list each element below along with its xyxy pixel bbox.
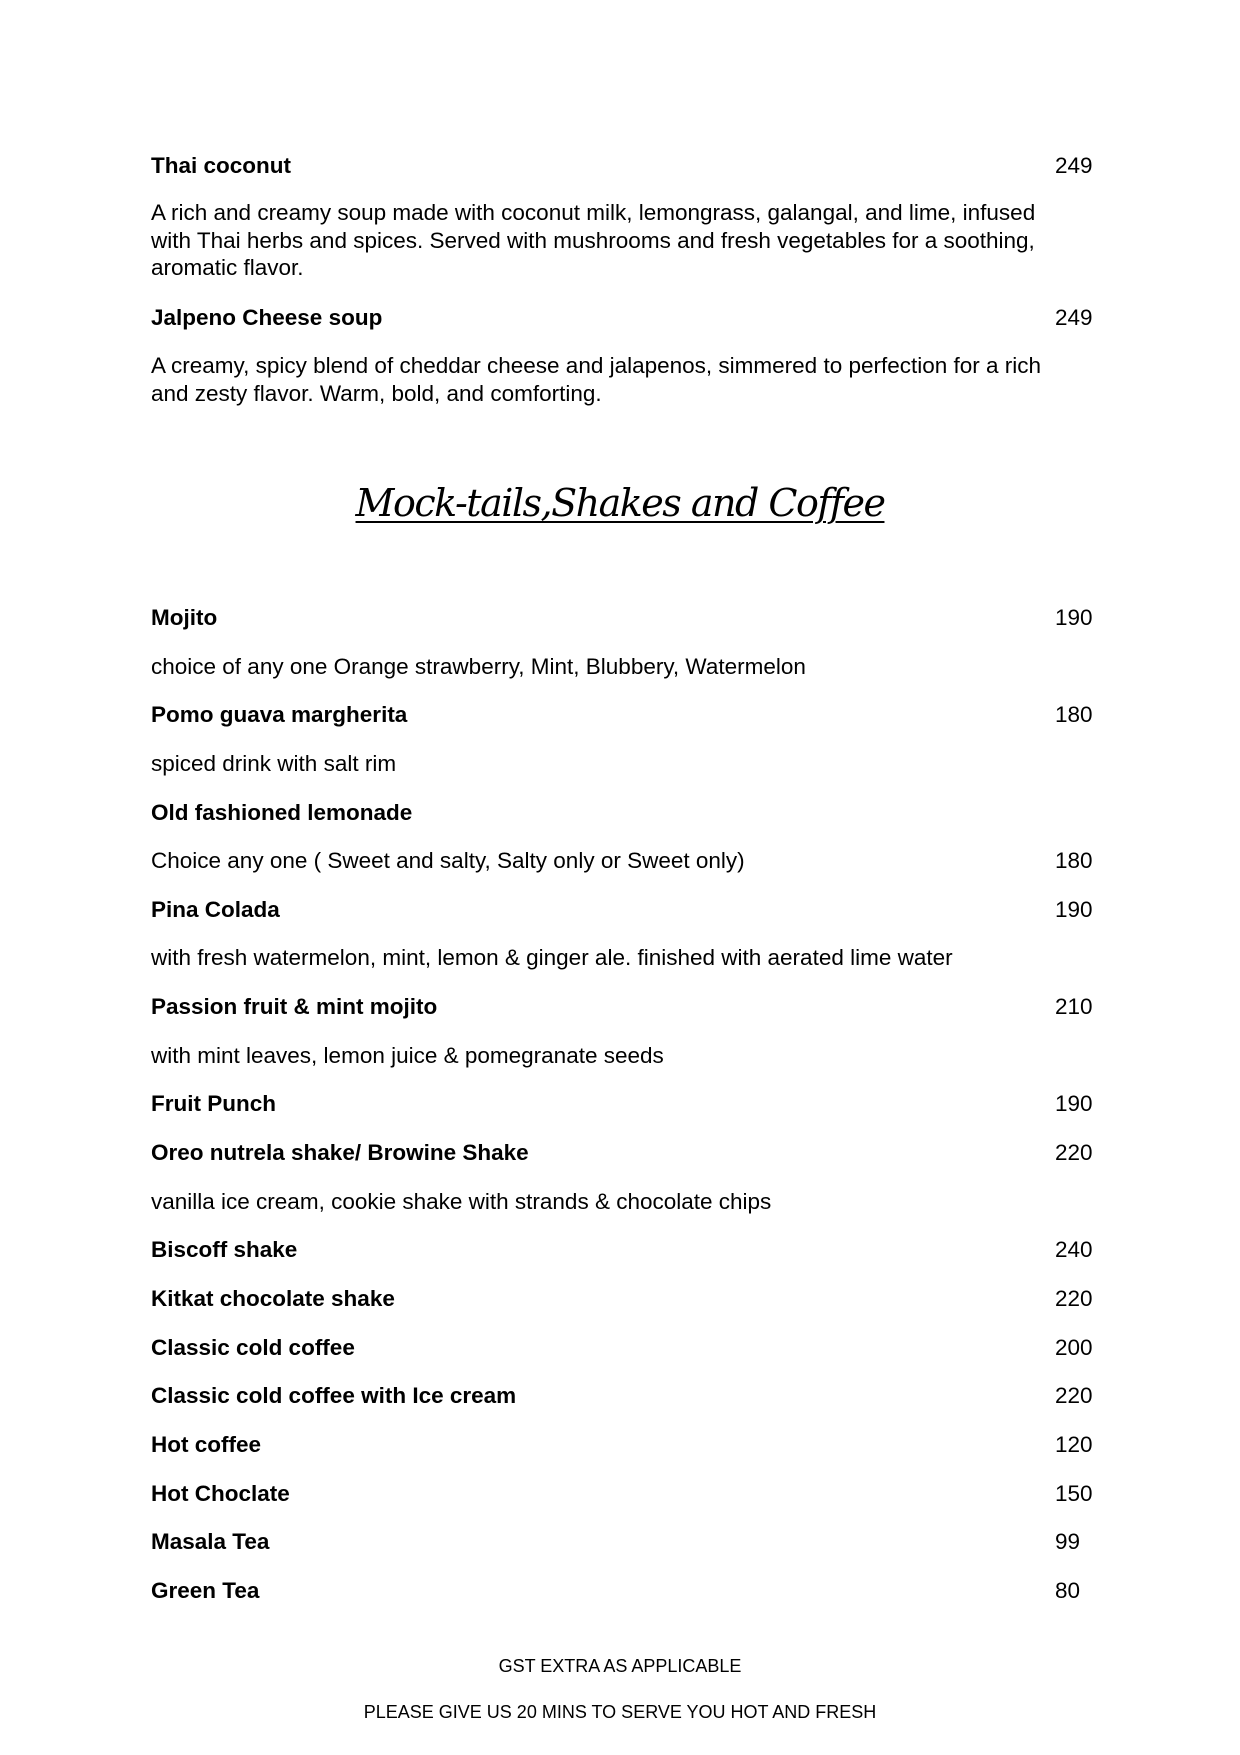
description-text: spiced drink with salt rim — [151, 751, 397, 776]
description-text: Choice any one ( Sweet and salty, Salty only or Sweet only) — [151, 848, 745, 873]
item-price: 190 — [1055, 1091, 1093, 1116]
item-price: 190 — [1055, 605, 1093, 630]
item-name: Masala Tea — [151, 1529, 270, 1554]
gst-note: GST EXTRA AS APPLICABLE — [498, 1656, 742, 1676]
serve-note: PLEASE GIVE US 20 MINS TO SERVE YOU HOT AND FRESH — [363, 1702, 877, 1722]
description-text: with fresh watermelon, mint, lemon & ginger ale. finished with aerated lime water — [151, 945, 953, 970]
item-price: 200 — [1055, 1335, 1093, 1360]
item-name: Hot coffee — [151, 1432, 262, 1457]
item-price: 120 — [1055, 1432, 1093, 1457]
item-name: Pomo guava margherita — [151, 702, 408, 727]
item-name: Green Tea — [151, 1578, 260, 1603]
item-price: 210 — [1055, 994, 1093, 1019]
section-title — [0, 478, 1240, 528]
item-name: Pina Colada — [151, 897, 280, 922]
item-name: Fruit Punch — [151, 1091, 276, 1116]
item-name: Jalpeno Cheese soup — [151, 305, 383, 330]
item-price: 99 — [1055, 1529, 1081, 1554]
description-line: A creamy, spicy blend of cheddar cheese and jalapenos, simmered to perfection for a rich — [151, 353, 1042, 378]
item-name: Kitkat chocolate shake — [151, 1286, 395, 1311]
item-price: 180 — [1055, 702, 1093, 727]
item-price: 249 — [1055, 153, 1093, 178]
item-name: Passion fruit & mint mojito — [151, 994, 438, 1019]
item-price: 180 — [1055, 848, 1093, 873]
description-line: with Thai herbs and spices. Served with mushrooms and fresh vegetables for a soothing, — [151, 227, 1035, 253]
item-name: Oreo nutrela shake/ Browine Shake — [151, 1140, 529, 1165]
item-price: 220 — [1055, 1383, 1093, 1408]
item-description — [151, 199, 1095, 282]
item-price: 220 — [1055, 1140, 1093, 1165]
description-line: A rich and creamy soup made with coconut milk, lemongrass, galangal, and lime, infused — [151, 200, 1036, 225]
description-line: aromatic flavor. — [151, 255, 304, 280]
item-price: 80 — [1055, 1578, 1081, 1603]
item-name: Thai coconut — [151, 153, 291, 178]
item-price: 150 — [1055, 1481, 1093, 1506]
description-text: vanilla ice cream, cookie shake with strands & chocolate chips — [151, 1189, 772, 1214]
item-name: Classic cold coffee with Ice cream — [151, 1383, 517, 1408]
item-name: Hot Choclate — [151, 1481, 290, 1506]
item-name: Biscoff shake — [151, 1237, 298, 1262]
description-line: and zesty flavor. Warm, bold, and comforting. — [151, 380, 602, 406]
item-price: 240 — [1055, 1237, 1093, 1262]
description-text: choice of any one Orange strawberry, Mint, Blubbery, Watermelon — [151, 654, 806, 679]
item-price: 190 — [1055, 897, 1093, 922]
item-name: Old fashioned lemonade — [151, 800, 413, 825]
item-description — [151, 352, 1095, 407]
item-price: 249 — [1055, 305, 1093, 330]
section-title-text: Mock-tails,Shakes and Coffee — [355, 481, 885, 525]
item-name: Classic cold coffee — [151, 1335, 355, 1360]
item-price: 220 — [1055, 1286, 1093, 1311]
description-text: with mint leaves, lemon juice & pomegranate seeds — [151, 1043, 664, 1068]
item-name: Mojito — [151, 605, 218, 630]
